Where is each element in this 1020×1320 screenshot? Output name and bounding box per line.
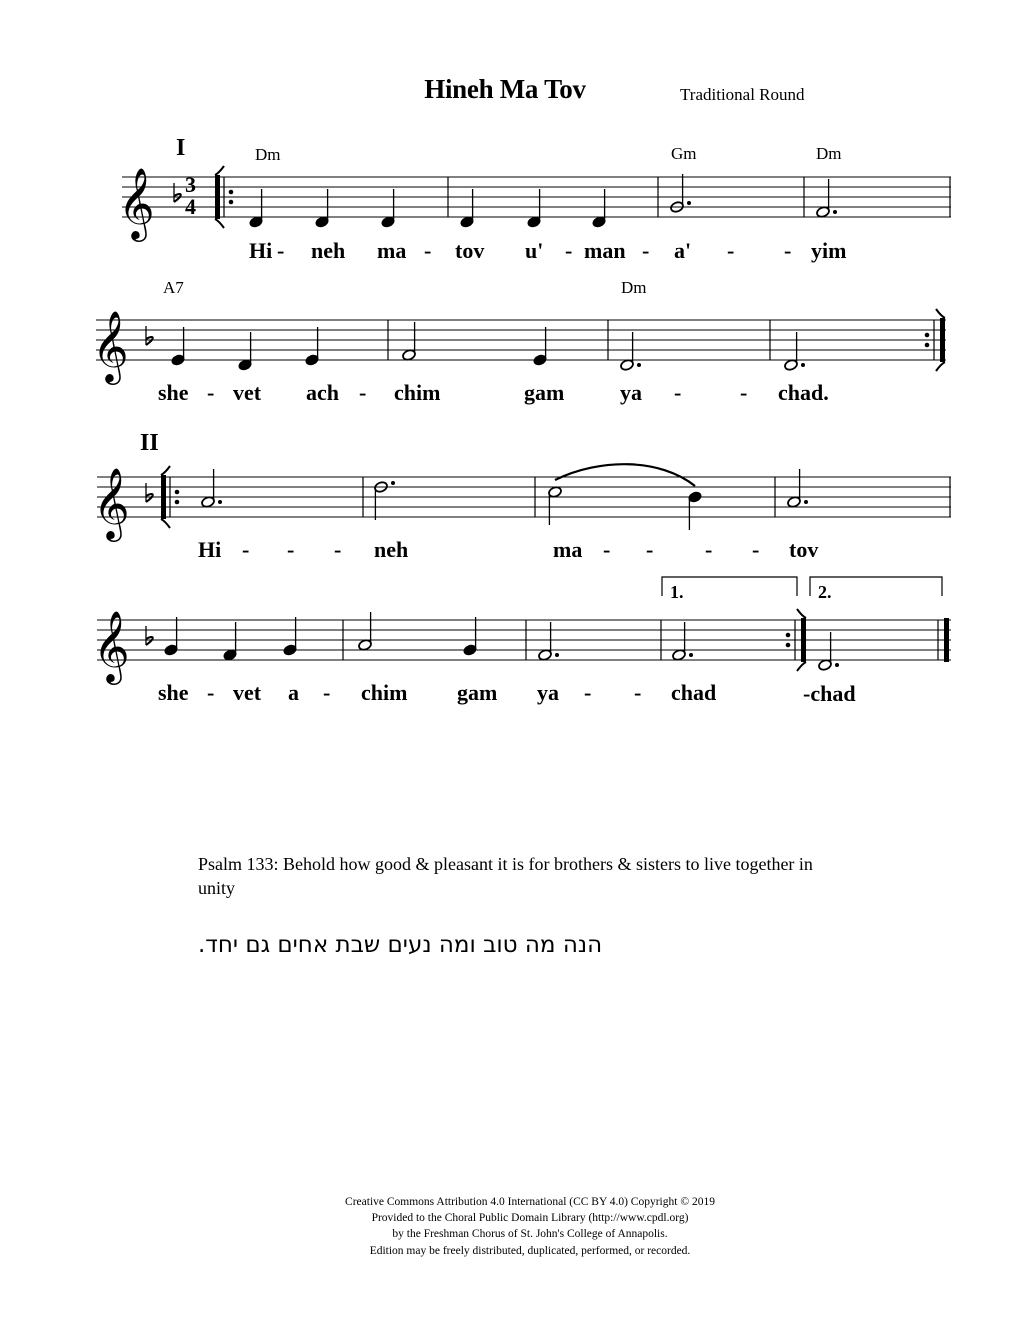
lyric-hyphen: - bbox=[207, 680, 215, 705]
music-note bbox=[249, 189, 264, 228]
composer-credit: Traditional Round bbox=[680, 85, 805, 104]
music-note bbox=[620, 332, 641, 371]
lyric-hyphen: - bbox=[727, 238, 735, 263]
lyric-syllable: ma bbox=[377, 238, 407, 263]
lyric-syllable: a' bbox=[674, 238, 692, 263]
thick-bar-line bbox=[215, 175, 220, 219]
lyric-syllable: neh bbox=[311, 238, 346, 263]
lyrics-line-4 bbox=[158, 680, 856, 706]
music-note bbox=[381, 189, 396, 228]
flat-icon bbox=[146, 637, 153, 645]
slur bbox=[555, 464, 695, 486]
treble-clef-icon: 𝄞 bbox=[118, 170, 155, 238]
augmentation-dot bbox=[391, 481, 395, 485]
lyric-syllable: she bbox=[158, 680, 189, 705]
chord-symbol: Dm bbox=[255, 145, 281, 164]
music-note bbox=[688, 491, 703, 530]
lyric-syllable: Hi bbox=[249, 238, 273, 263]
hebrew-text: הנה מה טוב ומה נעים שבת אחים גם יחד. bbox=[198, 932, 603, 958]
lyric-hyphen: - bbox=[424, 238, 432, 263]
augmentation-dot bbox=[687, 201, 691, 205]
lyric-syllable: tov bbox=[455, 238, 485, 263]
repeat-bracket-hook bbox=[797, 609, 806, 618]
augmentation-dot bbox=[835, 663, 839, 667]
lyric-syllable: ya bbox=[620, 380, 642, 405]
lyric-syllable: gam bbox=[524, 380, 565, 405]
lyric-hyphen: - bbox=[603, 537, 611, 562]
footer-line: Edition may be freely distributed, duplicated, performed, or recorded. bbox=[369, 1244, 691, 1257]
repeat-bracket-hook bbox=[797, 662, 806, 671]
music-note bbox=[164, 617, 179, 656]
lyric-hyphen: - bbox=[277, 238, 285, 263]
lyric-syllable: a bbox=[288, 680, 299, 705]
repeat-bracket-hook bbox=[161, 519, 170, 528]
chord-symbol: Dm bbox=[816, 144, 842, 163]
lyric-hyphen: - bbox=[740, 380, 748, 405]
repeat-dot bbox=[925, 333, 930, 338]
lyric-hyphen: - bbox=[642, 238, 650, 263]
music-note bbox=[402, 322, 417, 361]
psalm-translation: Psalm 133: Behold how good & pleasant it is for brothers & sisters to live together in unity bbox=[198, 854, 813, 898]
repeat-bracket-hook bbox=[215, 166, 224, 175]
chord-symbol: A7 bbox=[163, 278, 184, 297]
lyric-hyphen: - bbox=[242, 537, 250, 562]
lyric-hyphen: - bbox=[334, 537, 342, 562]
music-note bbox=[201, 469, 222, 508]
music-note bbox=[283, 617, 298, 656]
music-note bbox=[527, 189, 542, 228]
repeat-dot bbox=[175, 490, 180, 495]
augmentation-dot bbox=[801, 363, 805, 367]
flat-icon bbox=[146, 337, 153, 345]
lyric-syllable: chim bbox=[394, 380, 441, 405]
flat-icon bbox=[146, 494, 153, 502]
lyric-hyphen: - bbox=[565, 238, 573, 263]
lyric-hyphen: - bbox=[784, 238, 792, 263]
music-note bbox=[787, 469, 808, 508]
thick-bar-line bbox=[944, 618, 949, 662]
lyric-syllable: yim bbox=[811, 238, 847, 263]
lyric-syllable: chad bbox=[671, 680, 717, 705]
lyric-syllable: vet bbox=[233, 380, 262, 405]
repeat-dot bbox=[786, 633, 791, 638]
repeat-dot bbox=[925, 343, 930, 348]
augmentation-dot bbox=[689, 653, 693, 657]
section-label-1: I bbox=[176, 135, 186, 161]
music-note bbox=[358, 612, 373, 651]
augmentation-dot bbox=[218, 500, 222, 504]
music-note bbox=[305, 327, 320, 366]
music-note bbox=[460, 189, 475, 228]
lyric-syllable: ma bbox=[553, 537, 583, 562]
music-note bbox=[784, 332, 805, 371]
repeat-bracket-hook bbox=[936, 309, 945, 318]
repeat-dot bbox=[786, 643, 791, 648]
footer-line: Provided to the Choral Public Domain Library (http://www.cpdl.org) bbox=[371, 1212, 689, 1225]
time-signature-bottom: 4 bbox=[185, 194, 196, 219]
treble-clef-icon: 𝄞 bbox=[92, 313, 129, 381]
lyric-syllable: gam bbox=[457, 680, 498, 705]
lyrics-line-2 bbox=[158, 380, 829, 405]
music-note bbox=[463, 617, 478, 656]
repeat-bracket-hook bbox=[936, 362, 945, 371]
lyrics-line-1 bbox=[249, 238, 846, 263]
lyric-syllable: tov bbox=[789, 537, 819, 562]
augmentation-dot bbox=[833, 210, 837, 214]
chord-symbol: Gm bbox=[671, 144, 697, 163]
music-note bbox=[818, 632, 839, 671]
music-note bbox=[672, 622, 693, 661]
music-note bbox=[538, 622, 559, 661]
lyric-syllable: u' bbox=[525, 238, 544, 263]
music-note bbox=[592, 189, 607, 228]
lyrics-line-3 bbox=[198, 537, 818, 562]
lyric-hyphen: - bbox=[584, 680, 592, 705]
lyric-hyphen: - bbox=[207, 380, 215, 405]
thick-bar-line bbox=[940, 318, 945, 362]
ending-label-1: 1. bbox=[670, 582, 684, 602]
thick-bar-line bbox=[161, 475, 166, 519]
lyric-hyphen: - bbox=[674, 380, 682, 405]
music-note bbox=[315, 189, 330, 228]
thick-bar-line bbox=[801, 618, 806, 662]
ending-label-2: 2. bbox=[818, 582, 832, 602]
lyric-hyphen: - bbox=[359, 380, 367, 405]
lyric-syllable: ach bbox=[306, 380, 339, 405]
chord-symbol: Dm bbox=[621, 278, 647, 297]
repeat-bracket-hook bbox=[161, 466, 170, 475]
repeat-bracket-hook bbox=[215, 219, 224, 228]
lyric-syllable: chad. bbox=[778, 380, 829, 405]
lyric-syllable: man bbox=[584, 238, 626, 263]
music-note bbox=[238, 332, 253, 371]
repeat-dot bbox=[175, 500, 180, 505]
augmentation-dot bbox=[637, 363, 641, 367]
music-note bbox=[548, 486, 563, 525]
lyric-syllable: vet bbox=[233, 680, 262, 705]
lyric-hyphen: - bbox=[323, 680, 331, 705]
lyric-hyphen: - bbox=[705, 537, 713, 562]
repeat-dot bbox=[229, 190, 234, 195]
song-title: Hineh Ma Tov bbox=[424, 74, 586, 104]
footer-line: Creative Commons Attribution 4.0 International (CC BY 4.0) Copyright © 2019 bbox=[345, 1196, 715, 1208]
time-signature-top: 3 bbox=[185, 172, 196, 197]
lyric-hyphen: - bbox=[752, 537, 760, 562]
lyric-syllable: neh bbox=[374, 537, 409, 562]
repeat-dot bbox=[229, 200, 234, 205]
license-footer bbox=[0, 1194, 1020, 1259]
flat-icon bbox=[174, 194, 181, 202]
augmentation-dot bbox=[555, 653, 559, 657]
music-note bbox=[223, 622, 238, 661]
treble-clef-icon: 𝄞 bbox=[93, 613, 130, 681]
lyric-hyphen: - bbox=[287, 537, 295, 562]
lyric-syllable: chim bbox=[361, 680, 408, 705]
lyric-syllable: -chad bbox=[803, 681, 856, 706]
footer-line: by the Freshman Chorus of St. John's College of Annapolis. bbox=[392, 1228, 668, 1241]
section-label-2: II bbox=[140, 430, 159, 456]
lyric-hyphen: - bbox=[634, 680, 642, 705]
lyric-hyphen: - bbox=[646, 537, 654, 562]
lyric-syllable: Hi bbox=[198, 537, 222, 562]
treble-clef-icon: 𝄞 bbox=[93, 470, 130, 538]
lyric-syllable: ya bbox=[537, 680, 559, 705]
lyric-syllable: she bbox=[158, 380, 189, 405]
music-note bbox=[533, 327, 548, 366]
augmentation-dot bbox=[804, 500, 808, 504]
music-note bbox=[171, 327, 186, 366]
music-note bbox=[816, 179, 837, 218]
